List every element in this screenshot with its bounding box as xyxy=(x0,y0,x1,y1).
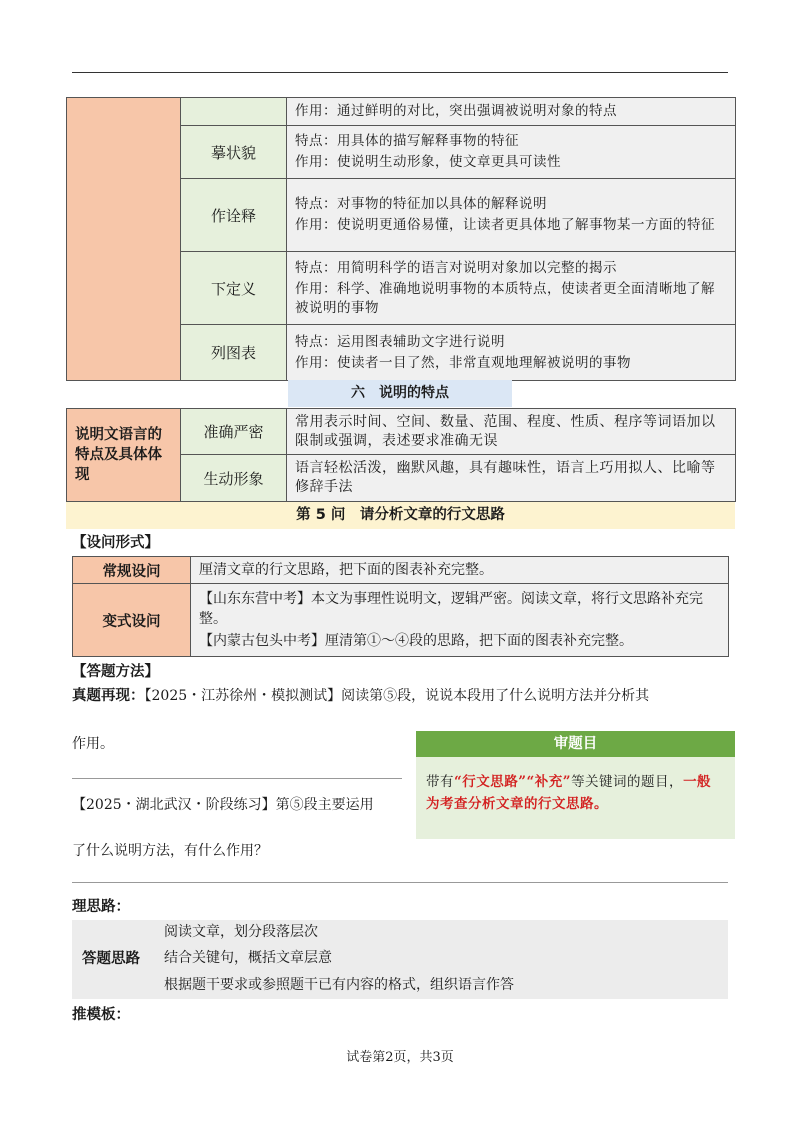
variant-line: 【山东东营中考】本文为事理性说明文，逻辑严密。阅读文章，将行文思路补充完整。 xyxy=(199,591,703,627)
thinking-step: 结合关键句，概括文章层意 xyxy=(164,950,332,966)
real-question xyxy=(72,686,732,706)
thinking-box xyxy=(72,920,728,999)
feature-text: 常用表示时间、空间、数量、范围、程度、性质、程序等词语加以限制或强调，表述要求准确无误 xyxy=(287,409,736,455)
desc-line: 特点：用具体的描写解释事物的特征 xyxy=(295,133,519,149)
header-rule xyxy=(72,72,728,73)
question-banner: 第 5 问 请分析文章的行文思路 xyxy=(66,502,735,529)
desc-line: 特点：对事物的特征加以具体的解释说明 xyxy=(295,196,547,212)
feature-name: 生动形象 xyxy=(181,455,287,502)
method-cell: 列图表 xyxy=(181,325,287,381)
desc-line: 作用：通过鲜明的对比，突出强调被说明对象的特点 xyxy=(295,103,617,119)
variant-label: 变式设问 xyxy=(73,584,191,657)
method-heading: 【答题方法】 xyxy=(72,664,159,680)
features-label: 说明文语言的特点及具体体现 xyxy=(67,409,181,502)
features-table xyxy=(66,408,736,502)
method-desc xyxy=(287,179,736,252)
real-question-cont: 作用。 xyxy=(72,736,114,752)
feature-text: 语言轻松活泼，幽默风趣，具有趣味性，语言上巧用拟人、比喻等修辞手法 xyxy=(287,455,736,502)
real-label: 真题再现： xyxy=(72,688,145,704)
feature-name: 准确严密 xyxy=(181,409,287,455)
second-question-cont: 了什么说明方法，有什么作用？ xyxy=(72,843,268,859)
methods-category-cell xyxy=(67,98,181,381)
method-cell xyxy=(181,98,287,126)
form-heading: 【设问形式】 xyxy=(72,535,159,551)
desc-line: 作用：科学、准确地说明事物的本质特点，使读者更全面清晰地了解被说明的事物 xyxy=(295,280,715,316)
review-box xyxy=(416,731,735,839)
method-desc xyxy=(287,98,736,126)
method-cell: 摹状貌 xyxy=(181,126,287,179)
desc-line: 特点：运用图表辅助文字进行说明 xyxy=(295,333,505,350)
method-cell: 下定义 xyxy=(181,252,287,325)
thinking-label: 答题思路 xyxy=(82,951,140,967)
review-keyword: “补充” xyxy=(526,774,572,790)
review-text-emphasis: 一般为考查分析文章的行文思路。 xyxy=(426,774,712,812)
section-title: 六 说明的特点 xyxy=(288,380,512,407)
desc-line: 作用：使读者一目了然，非常直观地理解被说明的事物 xyxy=(295,354,631,371)
template-heading: 推模板： xyxy=(72,1007,130,1023)
desc-line: 作用：使说明生动形象，使文章更具可读性 xyxy=(295,154,561,170)
answer-line xyxy=(72,778,402,779)
review-box-text xyxy=(416,757,735,815)
answer-line xyxy=(72,882,728,883)
method-desc xyxy=(287,252,736,325)
thinking-step: 根据题干要求或参照题干已有内容的格式，组织语言作答 xyxy=(164,977,514,993)
variant-text xyxy=(191,584,729,657)
methods-table xyxy=(66,97,736,381)
regular-label: 常规设问 xyxy=(73,557,191,584)
desc-line: 特点：用简明科学的语言对说明对象加以完整的揭示 xyxy=(295,259,617,276)
thinking-heading: 理思路： xyxy=(72,899,130,915)
method-desc xyxy=(287,325,736,381)
thinking-step: 阅读文章，划分段落层次 xyxy=(164,924,318,940)
method-cell: 作诠释 xyxy=(181,179,287,252)
variant-line: 【内蒙古包头中考】厘清第①～④段的思路，把下面的图表补充完整。 xyxy=(199,633,633,649)
method-desc xyxy=(287,126,736,179)
review-text-mid: 等关键词的题目， xyxy=(571,774,684,790)
real-question-text: 【2025・江苏徐州・模拟测试】阅读第⑤段，说说本段用了什么说明方法并分析其 xyxy=(144,688,650,704)
desc-line: 作用：使说明更通俗易懂，让读者更具体地了解事物某一方面的特征 xyxy=(295,217,715,233)
page-footer: 试卷第2页，共3页 xyxy=(346,1050,454,1065)
review-box-title: 审题目 xyxy=(416,731,735,757)
question-form-table xyxy=(72,556,729,657)
second-question: 【2025・湖北武汉・阶段练习】第⑤段主要运用 xyxy=(72,797,374,813)
review-keyword: “行文思路” xyxy=(454,774,527,790)
review-text-pre: 带有 xyxy=(426,774,454,790)
regular-text: 厘清文章的行文思路，把下面的图表补充完整。 xyxy=(191,557,729,584)
